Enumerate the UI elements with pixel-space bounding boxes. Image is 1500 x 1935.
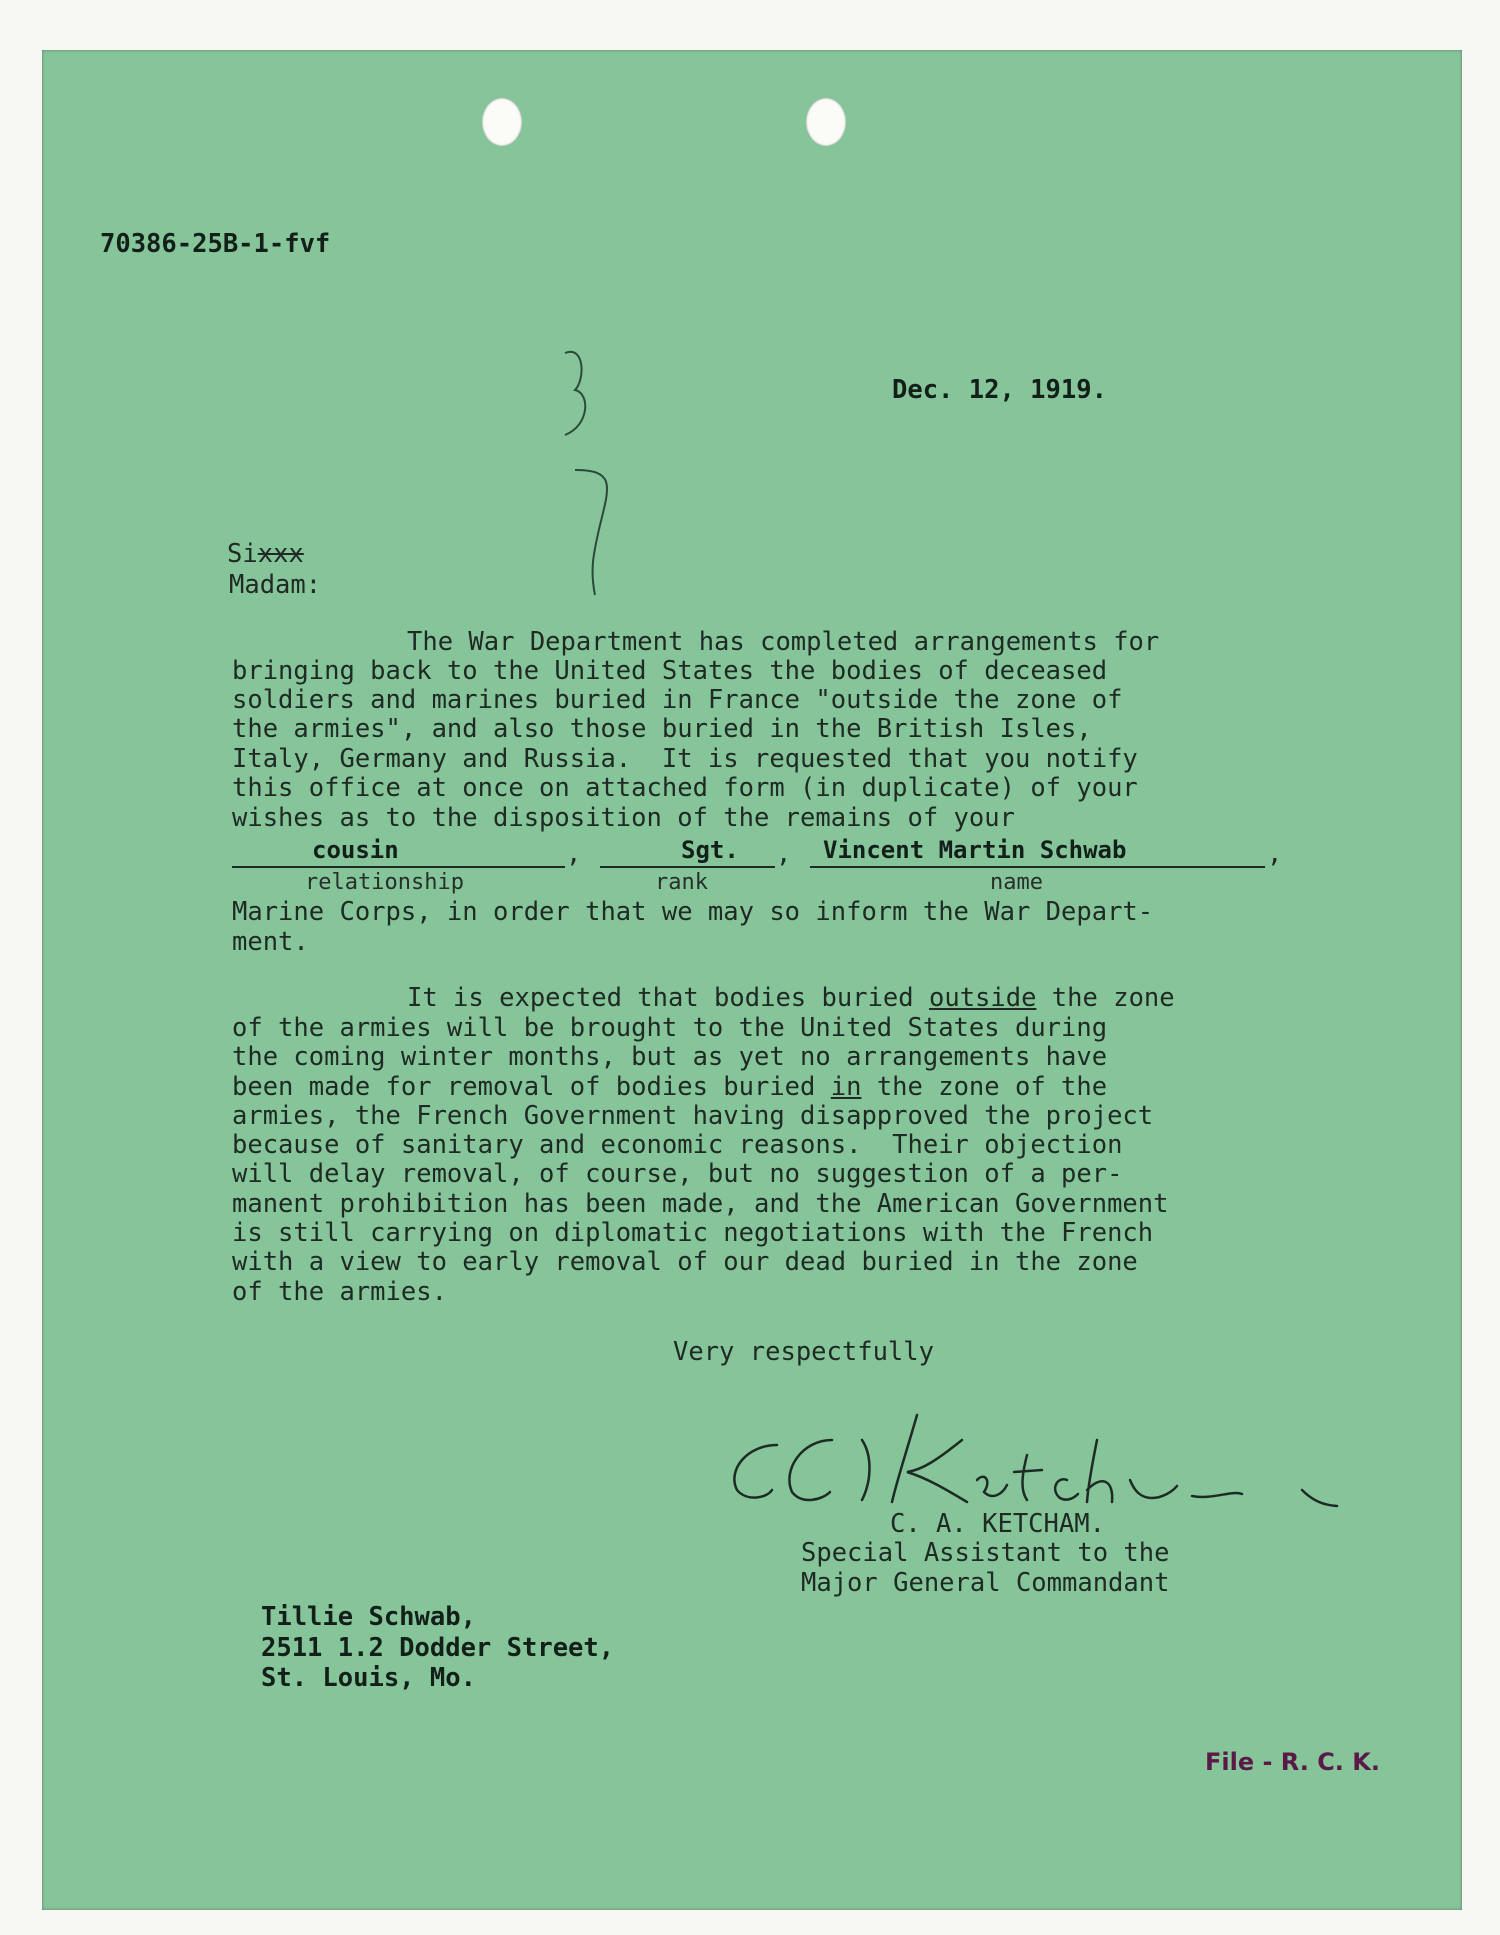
name-value: Vincent Martin Schwab [823, 836, 1127, 864]
paragraph1-tail-line: ment. [232, 927, 309, 957]
paragraph2-line: will delay removal, of course, but no suggestion of a per- [232, 1159, 1123, 1189]
letter-date: Dec. 12, 1919. [892, 375, 1107, 405]
paragraph2-line: because of sanitary and economic reasons. Their objection [232, 1130, 1123, 1160]
paragraph2-line: It is expected that bodies buried outside the zone [407, 983, 1175, 1013]
paragraph1-line: Italy, Germany and Russia. It is requested that you notify [232, 744, 1138, 774]
paragraph2-line: of the armies. [232, 1277, 447, 1307]
paragraph1-line: this office at once on attached form (in duplicate) of your [232, 773, 1138, 803]
emphasis-in: in [830, 1072, 862, 1102]
addressee-name: Tillie Schwab, [261, 1602, 476, 1632]
paragraph1-line: The War Department has completed arrangements for [407, 627, 1160, 657]
paragraph1-line: wishes as to the disposition of the remains of your [232, 803, 1015, 833]
comma: , [776, 839, 792, 869]
signer-title-line1: Special Assistant to the [801, 1538, 1170, 1568]
closing: Very respectfully [673, 1337, 934, 1367]
paragraph2-line: with a view to early removal of our dead buried in the zone [232, 1247, 1138, 1277]
salutation-madam: Madam: [229, 570, 322, 600]
salutation-sir: Sixxx [227, 539, 304, 569]
comma: , [566, 839, 582, 869]
relationship-label: relationship [305, 870, 464, 895]
punch-hole-left [482, 98, 522, 146]
rank-label: rank [655, 870, 708, 895]
handwritten-annotation-mark [545, 345, 685, 605]
file-stamp: File - R. C. K. [1205, 1748, 1380, 1776]
relationship-value: cousin [312, 836, 399, 864]
paragraph2-line: armies, the French Government having disapproved the project [232, 1101, 1154, 1131]
addressee-street: 2511 1.2 Dodder Street, [261, 1633, 615, 1663]
paragraph1-line: the armies", and also those buried in the British Isles, [232, 714, 1092, 744]
signer-name: C. A. KETCHAM. [890, 1509, 1105, 1539]
name-field-line [810, 866, 1265, 868]
paragraph1-tail-line: Marine Corps, in order that we may so inform the War Depart- [232, 897, 1154, 927]
handwritten-signature [722, 1410, 1352, 1520]
paragraph2-line: manent prohibition has been made, and the American Government [232, 1189, 1169, 1219]
relationship-field-line [232, 866, 565, 868]
signer-title-line2: Major General Commandant [801, 1568, 1170, 1598]
paragraph2-line: of the armies will be brought to the United States during [232, 1013, 1108, 1043]
paragraph1-line: soldiers and marines buried in France "outside the zone of [232, 685, 1123, 715]
paragraph2-line: the coming winter months, but as yet no arrangements have [232, 1042, 1108, 1072]
name-label: name [990, 870, 1043, 895]
comma: , [1267, 839, 1283, 869]
emphasis-outside: outside [928, 983, 1037, 1013]
paragraph2-line: been made for removal of bodies buried in the zone of the [232, 1072, 1108, 1102]
paragraph2-line: is still carrying on diplomatic negotiations with the French [232, 1218, 1154, 1248]
punch-hole-right [806, 98, 846, 146]
paragraph1-line: bringing back to the United States the bodies of deceased [232, 656, 1108, 686]
rank-value: Sgt. [681, 836, 739, 864]
addressee-city: St. Louis, Mo. [261, 1663, 476, 1693]
file-number: 70386-25B-1-fvf [100, 229, 331, 259]
rank-field-line [600, 866, 775, 868]
letter-page [42, 50, 1462, 1910]
